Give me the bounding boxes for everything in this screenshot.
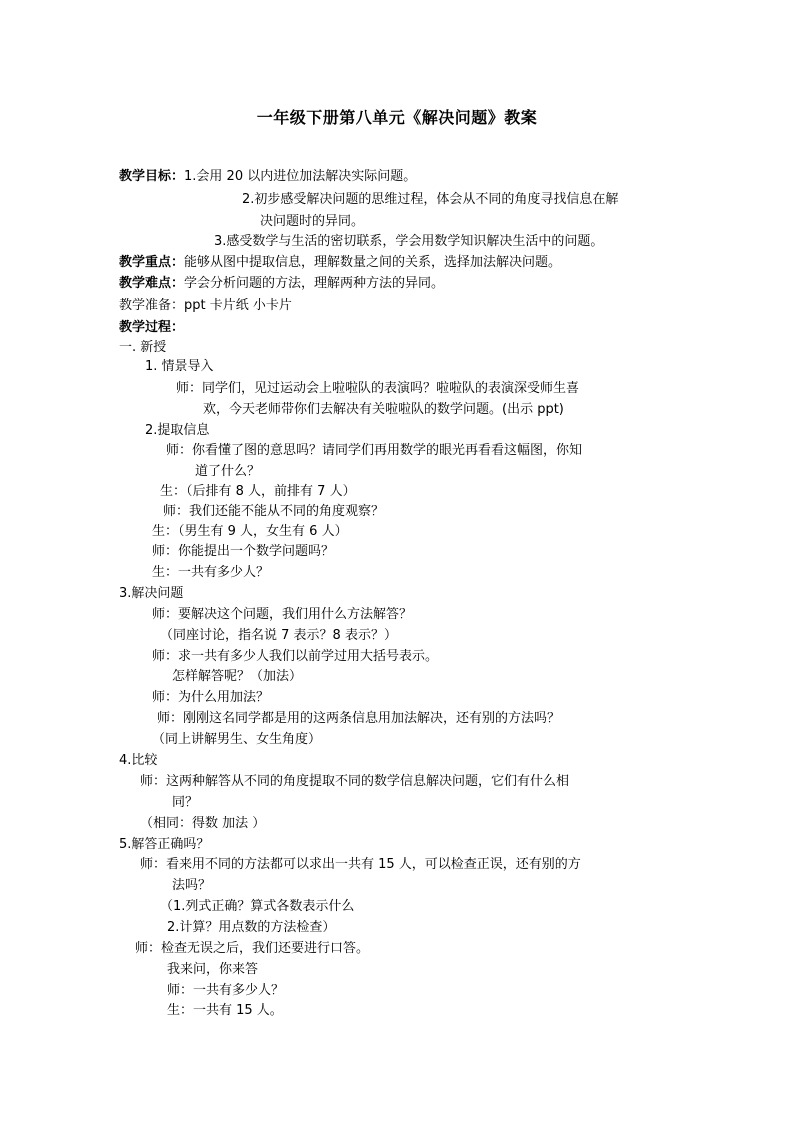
s3-note-1: （同座讨论，指名说 7 表示？8 表示？） <box>160 628 397 643</box>
difficulties-label: 教学难点： <box>119 276 185 291</box>
objective-2a: 2.初步感受解决问题的思维过程，体会从不同的角度寻找信息在解 <box>242 192 619 207</box>
s3-teacher-2b: 怎样解答呢？（加法） <box>172 669 303 684</box>
difficulties-line <box>119 273 444 295</box>
s5-teacher-1b: 法吗？ <box>172 878 212 893</box>
s5-teacher-3: 师：一共有多少人？ <box>167 983 285 998</box>
s4-teacher-1b: 同？ <box>172 795 199 810</box>
key-points-label: 教学重点： <box>119 255 185 270</box>
section-1-heading: 一. 新授 <box>119 340 167 355</box>
s5-teacher-2: 师：检查无误之后，我们还要进行口答。 <box>135 941 370 956</box>
s2-student-3: 生：一共有多少人？ <box>152 565 270 580</box>
s2-student-2: 生：（男生有 9 人，女生有 6 人） <box>152 524 348 539</box>
s1-teacher-1b: 欢，今天老师带你们去解决有关啦啦队的数学问题。(出示 ppt) <box>203 402 564 417</box>
key-points-line <box>119 252 561 274</box>
s2-teacher-1a: 师：你看懂了图的意思吗？请同学们再用数学的眼光再看看这幅图，你知 <box>166 443 583 458</box>
s5-teacher-1a: 师：看来用不同的方法都可以求出一共有 15 人，可以检查正误，还有别的方 <box>140 857 581 872</box>
s4-heading: 4.比较 <box>119 753 158 768</box>
s5-teacher-2b: 我来问，你来答 <box>167 962 259 977</box>
process-label: 教学过程： <box>119 320 185 335</box>
s3-teacher-1: 师：要解决这个问题，我们用什么方法解答？ <box>152 607 413 622</box>
s4-teacher-1a: 师：这两种解答从不同的角度提取不同的数学信息解决问题，它们有什么相 <box>140 774 570 789</box>
difficulties-text: 学会分析问题的方法，理解两种方法的异同。 <box>184 276 445 291</box>
s2-teacher-3: 师：你能提出一个数学问题吗？ <box>152 544 335 559</box>
s5-heading: 5.解答正确吗？ <box>119 837 210 852</box>
s5-note-2: 2.计算？用点数的方法检查） <box>167 920 336 935</box>
s3-teacher-4: 师：刚刚这名同学都是用的这两条信息用加法解决，还有别的方法吗？ <box>157 711 561 726</box>
s5-note-1: （1.列式正确？算式各数表示什么 <box>160 899 355 914</box>
objective-3: 3.感受数学与生活的密切联系，学会用数学知识解决生活中的问题。 <box>214 234 604 249</box>
key-points-text: 能够从图中提取信息，理解数量之间的关系，选择加法解决问题。 <box>184 255 562 270</box>
s3-heading: 3.解决问题 <box>119 586 184 601</box>
s1-teacher-1a: 师：同学们，见过运动会上啦啦队的表演吗？啦啦队的表演深受师生喜 <box>176 381 580 396</box>
s1-heading: 1. 情景导入 <box>145 359 214 374</box>
s2-heading: 2.提取信息 <box>145 423 210 438</box>
objectives-label: 教学目标： <box>119 169 185 184</box>
s3-note-2: （同上讲解男生、女生角度） <box>152 732 322 747</box>
objective-2b: 决问题时的异同。 <box>260 214 365 229</box>
objectives-line-1 <box>119 166 416 188</box>
s5-student-1: 生：一共有 15 人。 <box>167 1003 283 1018</box>
s3-teacher-3: 师：为什么用加法？ <box>152 690 270 705</box>
page-title: 一年级下册第八单元《解决问题》教案 <box>256 108 538 127</box>
preparation-line: 教学准备：ppt 卡片纸 小卡片 <box>119 298 292 313</box>
s2-teacher-2: 师：我们还能不能从不同的角度观察？ <box>163 504 385 519</box>
s4-note-1: （相同：得数 加法 ） <box>140 816 266 831</box>
s2-teacher-1b: 道了什么？ <box>195 464 261 479</box>
s3-teacher-2: 师：求一共有多少人我们以前学过用大括号表示。 <box>152 649 439 664</box>
objective-1: 1.会用 20 以内进位加法解决实际问题。 <box>184 169 417 184</box>
s2-student-1: 生：（后排有 8 人，前排有 7 人） <box>160 484 356 499</box>
